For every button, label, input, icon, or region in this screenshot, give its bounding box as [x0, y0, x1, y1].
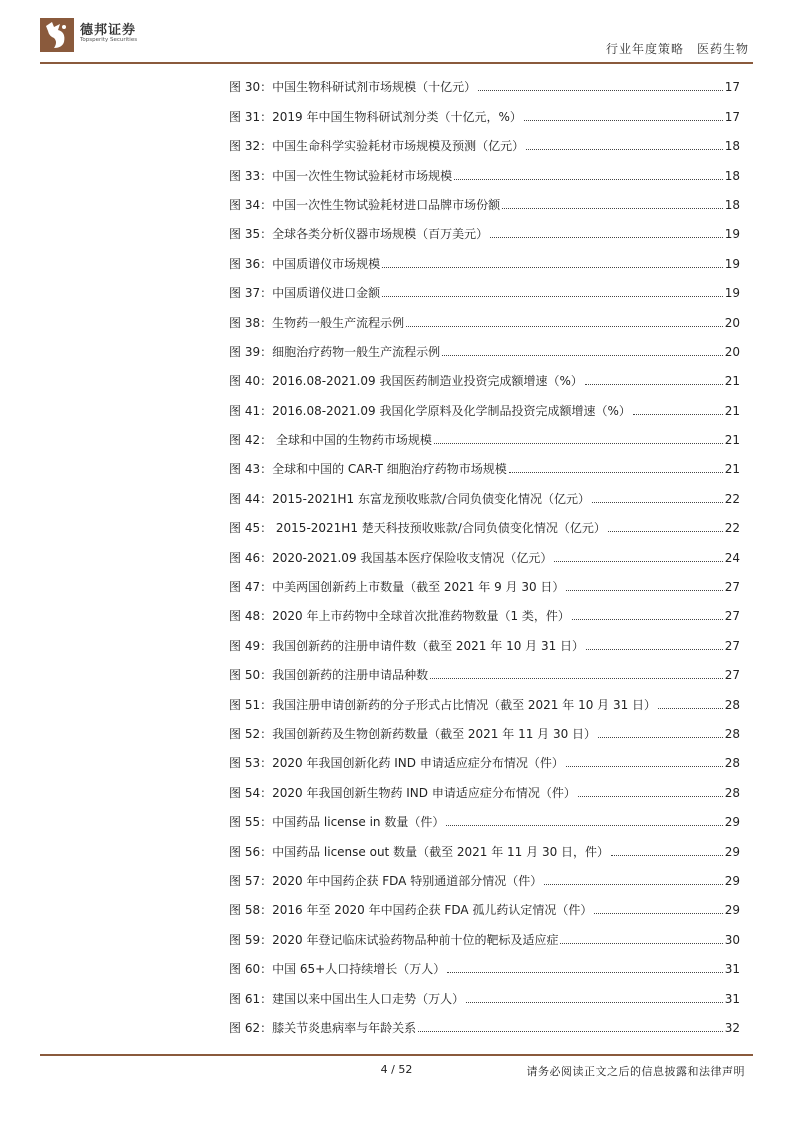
toc-entry[interactable] — [229, 247, 740, 276]
toc-dot-leader — [566, 590, 722, 591]
toc-entry-page: 21 — [724, 374, 740, 389]
toc-entry-title: 图 56：中国药品 license out 数量（截至 2021 年 11 月 30 日，件） — [229, 844, 610, 859]
deer-logo-icon — [40, 18, 74, 52]
toc-dot-leader — [509, 472, 723, 473]
toc-entry-page: 22 — [724, 491, 740, 506]
toc-entry-page: 27 — [724, 609, 740, 624]
toc-entry-title: 图 52：我国创新药及生物创新药数量（截至 2021 年 11 月 30 日） — [229, 726, 597, 741]
toc-entry-title: 图 45： 2015-2021H1 楚天科技预收账款/合同负债变化情况（亿元） — [229, 521, 606, 536]
toc-entry-title: 图 60：中国 65+人口持续增长（万人） — [229, 962, 446, 977]
toc-entry-page: 31 — [724, 962, 740, 977]
toc-entry[interactable] — [229, 923, 740, 952]
toc-dot-leader — [560, 943, 722, 944]
toc-entry-title: 图 31：2019 年中国生物科研试剂分类（十亿元，%） — [229, 109, 522, 124]
toc-entry-page: 18 — [724, 139, 740, 154]
toc-entry[interactable] — [229, 776, 740, 805]
toc-entry[interactable] — [229, 688, 740, 717]
toc-entry-page: 27 — [724, 638, 740, 653]
toc-entry-page: 21 — [724, 462, 740, 477]
toc-entry[interactable] — [229, 571, 740, 600]
toc-entry[interactable] — [229, 277, 740, 306]
toc-entry[interactable] — [229, 718, 740, 747]
toc-entry-title: 图 37：中国质谱仪进口金额 — [229, 286, 381, 301]
toc-entry[interactable] — [229, 894, 740, 923]
toc-entry-page: 20 — [724, 315, 740, 330]
toc-dot-leader — [585, 384, 723, 385]
toc-entry-page: 20 — [724, 344, 740, 359]
toc-dot-leader — [566, 766, 723, 767]
toc-dot-leader — [586, 649, 723, 650]
toc-dot-leader — [502, 208, 723, 209]
toc-entry-page: 21 — [724, 403, 740, 418]
toc-entry-title: 图 38：生物药一般生产流程示例 — [229, 315, 405, 330]
toc-dot-leader — [544, 884, 723, 885]
toc-dot-leader — [442, 355, 723, 356]
toc-dot-leader — [598, 737, 723, 738]
toc-entry-title: 图 39：细胞治疗药物一般生产流程示例 — [229, 344, 441, 359]
toc-entry-title: 图 34：中国一次性生物试验耗材进口品牌市场份额 — [229, 197, 501, 212]
toc-entry[interactable] — [229, 600, 740, 629]
toc-entry-title: 图 35：全球各类分析仪器市场规模（百万美元） — [229, 227, 489, 242]
toc-entry-title: 图 54：2020 年我国创新生物药 IND 申请适应症分布情况（件） — [229, 785, 576, 800]
toc-dot-leader — [658, 708, 723, 709]
toc-entry-page: 19 — [724, 256, 740, 271]
toc-entry-page: 19 — [724, 286, 740, 301]
toc-entry-title: 图 53：2020 年我国创新化药 IND 申请适应症分布情况（件） — [229, 756, 564, 771]
toc-entry-title: 图 50：我国创新药的注册申请品种数 — [229, 668, 429, 683]
toc-entry[interactable] — [229, 189, 740, 218]
toc-dot-leader — [382, 296, 723, 297]
toc-dot-leader — [633, 414, 723, 415]
toc-entry[interactable] — [229, 747, 740, 776]
toc-entry-title: 图 62：膝关节炎患病率与年龄关系 — [229, 1020, 417, 1035]
header-divider — [40, 62, 753, 64]
toc-dot-leader — [578, 796, 723, 797]
toc-entry[interactable] — [229, 100, 740, 129]
toc-entry-title: 图 59：2020 年登记临床试验药物品种前十位的靶标及适应症 — [229, 932, 559, 947]
toc-entry-title: 图 30：中国生物科研试剂市场规模（十亿元） — [229, 80, 477, 95]
brand-name-en: Topsperity Securities — [80, 37, 138, 43]
toc-entry-page: 19 — [724, 227, 740, 242]
toc-entry[interactable] — [229, 130, 740, 159]
toc-entry[interactable] — [229, 512, 740, 541]
toc-entry[interactable] — [229, 953, 740, 982]
toc-dot-leader — [446, 825, 722, 826]
toc-entry-page: 31 — [724, 991, 740, 1006]
toc-entry[interactable] — [229, 394, 740, 423]
toc-entry[interactable] — [229, 835, 740, 864]
toc-entry-title: 图 57：2020 年中国药企获 FDA 特别通道部分情况（件） — [229, 873, 543, 888]
toc-entry[interactable] — [229, 453, 740, 482]
toc-entry[interactable] — [229, 806, 740, 835]
page-number: 4 / 52 — [380, 1063, 413, 1076]
toc-entry-title: 图 43：全球和中国的 CAR-T 细胞治疗药物市场规模 — [229, 462, 507, 477]
toc-dot-leader — [406, 326, 723, 327]
toc-dot-leader — [524, 120, 723, 121]
toc-entry-page: 22 — [724, 521, 740, 536]
toc-entry-page: 29 — [724, 873, 740, 888]
toc-entry-page: 24 — [724, 550, 740, 565]
toc-dot-leader — [554, 561, 722, 562]
toc-entry-page: 18 — [724, 197, 740, 212]
toc-entry-page: 17 — [724, 80, 740, 95]
toc-dot-leader — [430, 678, 723, 679]
toc-dot-leader — [382, 267, 723, 268]
toc-dot-leader — [478, 90, 723, 91]
toc-entry-title: 图 55：中国药品 license in 数量（件） — [229, 815, 445, 830]
toc-entry[interactable] — [229, 424, 740, 453]
toc-entry-title: 图 58：2016 年至 2020 年中国药企获 FDA 孤儿药认定情况（件） — [229, 903, 593, 918]
toc-entry[interactable] — [229, 365, 740, 394]
toc-entry-page: 28 — [724, 785, 740, 800]
toc-entry-page: 21 — [724, 433, 740, 448]
toc-entry-page: 27 — [724, 580, 740, 595]
toc-dot-leader — [418, 1031, 723, 1032]
toc-entry-title: 图 33：中国一次性生物试验耗材市场规模 — [229, 168, 453, 183]
toc-entry[interactable] — [229, 71, 740, 100]
toc-dot-leader — [466, 1002, 723, 1003]
toc-entry-title: 图 48：2020 年上市药物中全球首次批准药物数量（1 类，件） — [229, 609, 570, 624]
toc-entry[interactable] — [229, 336, 740, 365]
toc-entry[interactable] — [229, 629, 740, 658]
toc-entry-page: 27 — [724, 668, 740, 683]
toc-entry[interactable] — [229, 218, 740, 247]
toc-dot-leader — [572, 619, 723, 620]
legal-disclaimer: 请务必阅读正文之后的信息披露和法律声明 — [526, 1065, 745, 1078]
toc-entry-title: 图 40：2016.08-2021.09 我国医药制造业投资完成额增速（%） — [229, 374, 583, 389]
toc-dot-leader — [594, 913, 722, 914]
toc-dot-leader — [454, 179, 723, 180]
toc-entry-title: 图 46：2020-2021.09 我国基本医疗保险收支情况（亿元） — [229, 550, 553, 565]
toc-entry-title: 图 51：我国注册申请创新药的分子形式占比情况（截至 2021 年 10 月 31 日） — [229, 697, 657, 712]
toc-entry-page: 28 — [724, 756, 740, 771]
toc-entry-page: 29 — [724, 844, 740, 859]
toc-entry-page: 32 — [724, 1020, 740, 1035]
toc-dot-leader — [592, 502, 723, 503]
toc-entry-title: 图 61：建国以来中国出生人口走势（万人） — [229, 991, 465, 1006]
toc-entry-page: 28 — [724, 697, 740, 712]
toc-entry-page: 28 — [724, 726, 740, 741]
toc-entry-page: 18 — [724, 168, 740, 183]
footer-divider — [40, 1054, 753, 1056]
brand-name-cn: 德邦证券 — [80, 23, 137, 38]
toc-entry[interactable] — [229, 482, 740, 511]
toc-entry-title: 图 36：中国质谱仪市场规模 — [229, 256, 381, 271]
figure-index — [229, 71, 740, 1041]
toc-entry-title: 图 49：我国创新药的注册申请件数（截至 2021 年 10 月 31 日） — [229, 638, 585, 653]
toc-entry-page: 17 — [724, 109, 740, 124]
toc-entry-page: 30 — [724, 932, 740, 947]
toc-dot-leader — [490, 237, 723, 238]
report-category: 行业年度策略 医药生物 — [605, 42, 749, 56]
toc-dot-leader — [447, 972, 722, 973]
toc-entry[interactable] — [229, 541, 740, 570]
toc-entry-page: 29 — [724, 815, 740, 830]
toc-entry-title: 图 44：2015-2021H1 东富龙预收账款/合同负债变化情况（亿元） — [229, 491, 591, 506]
toc-entry-page: 29 — [724, 903, 740, 918]
toc-dot-leader — [611, 855, 723, 856]
toc-dot-leader — [526, 149, 723, 150]
toc-entry-title: 图 42： 全球和中国的生物药市场规模 — [229, 433, 432, 448]
toc-entry-title: 图 41：2016.08-2021.09 我国化学原料及化学制品投资完成额增速（%） — [229, 403, 631, 418]
toc-dot-leader — [608, 531, 723, 532]
toc-entry[interactable] — [229, 159, 740, 188]
toc-entry[interactable] — [229, 865, 740, 894]
toc-entry[interactable] — [229, 982, 740, 1011]
toc-entry[interactable] — [229, 1012, 740, 1041]
toc-entry[interactable] — [229, 659, 740, 688]
toc-entry-title: 图 47：中美两国创新药上市数量（截至 2021 年 9 月 30 日） — [229, 580, 565, 595]
toc-entry-title: 图 32：中国生命科学实验耗材市场规模及预测（亿元） — [229, 139, 525, 154]
toc-dot-leader — [434, 443, 723, 444]
toc-entry[interactable] — [229, 306, 740, 335]
